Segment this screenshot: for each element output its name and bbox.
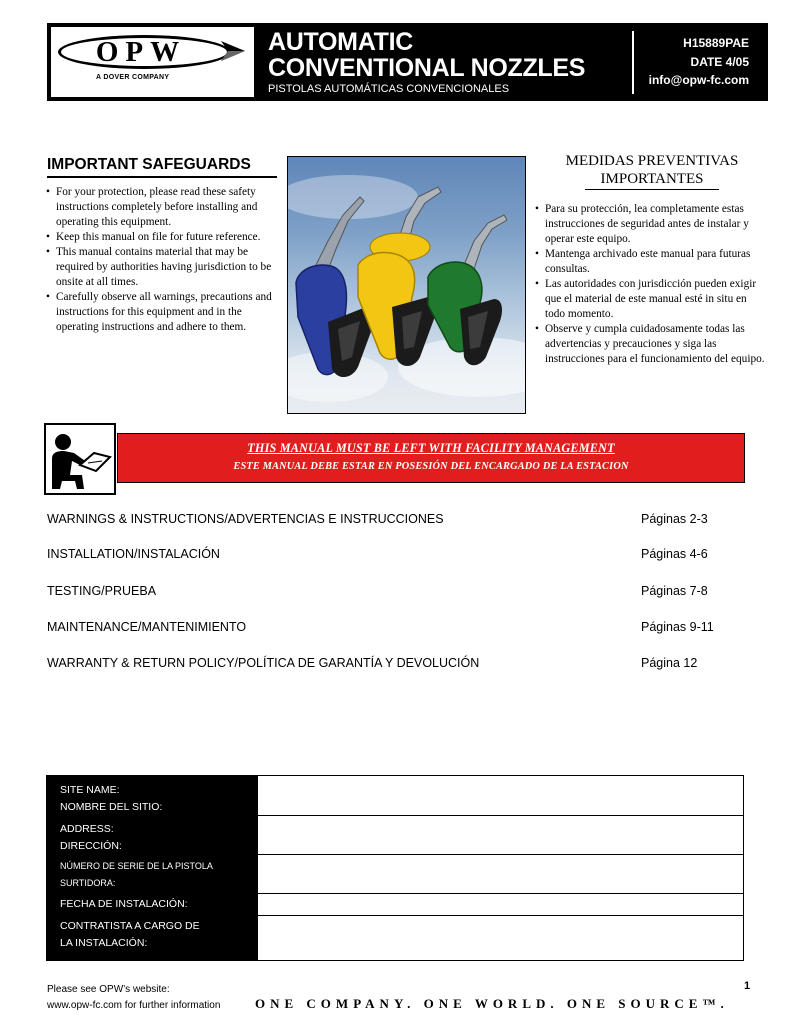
header-divider [632,31,634,94]
toc-page-testing: Páginas 7-8 [641,584,708,598]
list-item: • Mantenga archivado este manual para futuras consultas. [535,247,769,277]
website-note-line1: Please see OPW’s website: [47,984,170,995]
medidas-heading-line1: MEDIDAS PREVENTIVAS [565,153,739,169]
dover-tagline [96,73,169,82]
list-item: • For your protection, please read these safety instructions completely before installing and operating this equipment. [46,185,278,230]
label-line: CONTRATISTA A CARGO DE [60,920,200,932]
toc-item-warranty[interactable]: WARRANTY & RETURN POLICY/POLÍTICA DE GARANTÍA Y DEVOLUCIÓN [47,656,480,670]
toc-item-maintenance[interactable]: MAINTENANCE/MANTENIMIENTO [47,620,247,634]
logo-arrow-icon [219,38,247,64]
website-note [47,982,220,1014]
toc-page-warranty: Página 12 [641,656,698,670]
label-address [60,821,122,855]
list-item: • Carefully observe all warnings, precautions and instructions for this equipment and in the operating instructions and adhere to them. [46,290,278,335]
safeguards-heading: IMPORTANT SAFEGUARDS [47,156,251,173]
label-contractor [60,918,200,952]
list-item: • Las autoridades con jurisdicción pueden exigir que el material de este manual esté in situ en todo momento. [535,277,769,322]
label-serial [60,858,213,892]
slogan: ONE COMPANY. ONE WORLD. ONE SOURCE™. [255,996,729,1011]
document-code: H15889PAE [683,36,749,50]
logo-text: OPW [95,36,187,68]
label-line: NÚMERO DE SERIE DE LA PISTOLA [60,861,213,871]
nozzle-photo [287,156,526,414]
notice-english: THIS MANUAL MUST BE LEFT WITH FACILITY MANAGEMENT [247,441,615,455]
toc-page-maintenance: Páginas 9-11 [641,620,714,634]
install-date-field[interactable] [258,893,743,915]
page-subtitle: PISTOLAS AUTOMÁTICAS CONVENCIONALES [268,83,510,95]
list-item: • Keep this manual on file for future reference. [46,230,278,245]
notice-spanish: ESTE MANUAL DEBE ESTAR EN POSESIÓN DEL ENCARGADO DE LA ESTACION [233,461,629,472]
nozzles-illustration [288,157,525,413]
label-site-name [60,782,162,816]
page-title-line1: AUTOMATIC [268,28,413,56]
label-line: LA INSTALACIÓN: [60,937,148,949]
dover-logo: A DOVER COMPANY [96,74,170,81]
contractor-field[interactable] [258,915,743,960]
toc-page-installation: Páginas 4-6 [641,547,708,561]
toc-item-warnings[interactable]: WARNINGS & INSTRUCTIONS/ADVERTENCIAS E INSTRUCCIONES [47,512,444,526]
medidas-heading [534,152,770,188]
list-item: • Observe y cumpla cuidadosamente todas las advertencias y precauciones y siga las instrucciones para el funcionamiento del equipo. [535,322,769,367]
label-line: ADDRESS: [60,823,114,835]
contact-email[interactable]: info@opw-fc.com [648,73,749,87]
list-item: • This manual contains material that may be required by authorities having jurisdiction to be onsite at all times. [46,245,278,290]
label-install-date: FECHA DE INSTALACIÓN: [60,898,188,910]
toc-page-warnings: Páginas 2-3 [641,512,708,526]
reader-icon [44,423,116,495]
website-link[interactable]: www.opw-fc.com for further information [47,1000,221,1011]
label-line: SITE NAME: [60,784,120,796]
toc-item-installation[interactable]: INSTALLATION/INSTALACIÓN [47,547,220,561]
document-date: DATE 4/05 [690,55,749,69]
page-title-line2: CONVENTIONAL NOZZLES [268,54,586,82]
page-number: 1 [744,980,751,992]
heading-rule [47,176,277,178]
label-line: NOMBRE DEL SITIO: [60,801,163,813]
address-field[interactable] [258,815,743,854]
site-name-field[interactable] [258,776,743,815]
toc-item-testing[interactable]: TESTING/PRUEBA [47,584,157,598]
medidas-list [535,202,769,367]
medidas-heading-line2: IMPORTANTES [600,171,704,187]
heading-rule [585,189,719,190]
serial-number-field[interactable] [258,854,743,893]
label-line: DIRECCIÓN: [60,840,122,852]
list-item: • Para su protección, lea completamente estas instrucciones de seguridad antes de instalar y operar este equipo. [535,202,769,247]
safeguards-list [46,185,278,335]
label-line: SURTIDORA: [60,878,116,888]
